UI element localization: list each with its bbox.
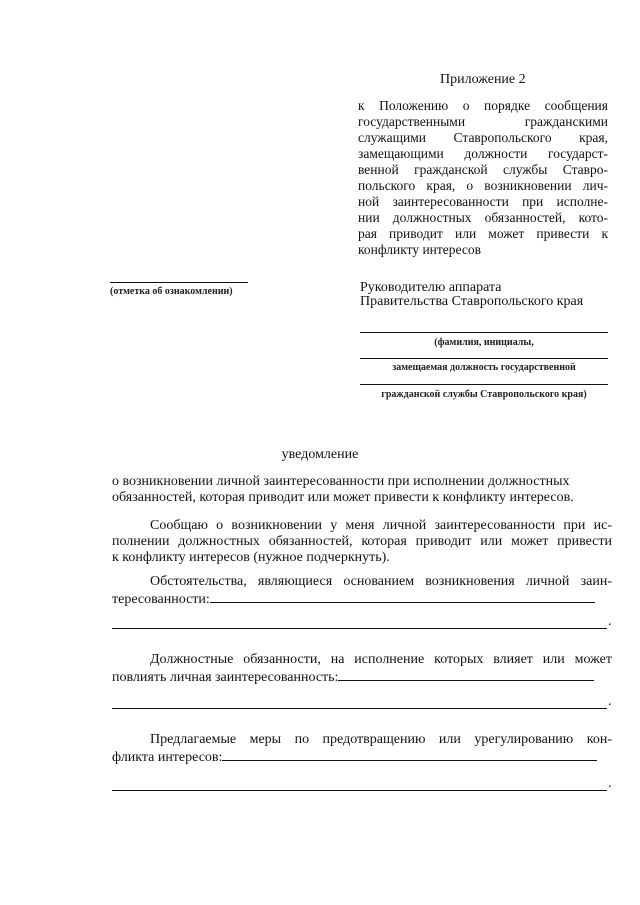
addressee-line-1: Руководителю аппарата	[360, 280, 502, 295]
paragraph-line: Должностные обязанности, на исполнение которых влияет или может	[150, 652, 612, 667]
paragraph-measures	[112, 732, 612, 766]
appendix-line: служащими Ставропольского края,	[358, 130, 608, 145]
acknowledgement-caption: (отметка об ознакомлении)	[110, 286, 233, 297]
appendix-line: польского края, о возникновении лич-	[358, 178, 608, 193]
measures-field-1[interactable]	[222, 748, 597, 761]
paragraph-line: Обстоятельства, являющиеся основанием возникновения личной заин-	[150, 574, 612, 589]
paragraph-line-with-field	[112, 668, 612, 686]
addressee-line-2: Правительства Ставропольского края	[360, 294, 584, 309]
appendix-title: Приложение 2	[440, 72, 526, 87]
appendix-line: к Положению о порядке сообщения	[358, 98, 608, 113]
addressee-name-line	[360, 332, 608, 333]
addressee-caption-3: гражданской службы Ставропольского края)	[381, 389, 587, 400]
appendix-line: ной заинтересованности при исполне-	[358, 194, 608, 209]
appendix-line: конфликту интересов	[358, 242, 481, 257]
duties-field-2[interactable]	[112, 708, 607, 709]
measures-field-2[interactable]	[112, 790, 607, 791]
paragraph-line: Сообщаю о возникновении у меня личной заинтересованности при ис-	[150, 518, 612, 533]
notice-subject-line: о возникновении личной заинтересованности при исполнении должностных	[112, 474, 570, 489]
appendix-line: государственными гражданскими	[358, 114, 608, 129]
notice-subject-line: обязанностей, которая приводит или может привести к конфликту интересов.	[112, 490, 574, 505]
paragraph-line-with-field	[112, 748, 612, 766]
addressee-caption-2: замещаемая должность государственной	[392, 362, 576, 373]
addressee-position-line	[360, 358, 608, 359]
paragraph-line-with-field	[112, 590, 612, 608]
addressee-caption-1: (фамилия, инициалы,	[434, 337, 534, 348]
appendix-line: венной гражданской службы Ставро-	[358, 162, 608, 177]
paragraph-line: к конфликту интересов (нужное подчеркнуть).	[112, 550, 390, 565]
period-mark: .	[608, 776, 612, 791]
paragraph-line: полнении должностных обязанностей, которая приводит или может привести	[112, 534, 612, 549]
paragraph-circumstances	[112, 574, 612, 608]
circumstances-field-2[interactable]	[112, 628, 607, 629]
period-mark: .	[608, 694, 612, 709]
paragraph-line: тересованности:	[112, 592, 210, 607]
circumstances-field-1[interactable]	[210, 590, 595, 603]
paragraph-line: Предлагаемые меры по предотвращению или урегулированию кон-	[150, 732, 612, 747]
paragraph-report	[112, 518, 612, 566]
appendix-text	[358, 98, 608, 258]
paragraph-duties	[112, 652, 612, 686]
paragraph-line: повлиять личная заинтересованность:	[112, 670, 339, 685]
notice-subject	[112, 474, 612, 506]
notice-title: уведомление	[281, 447, 359, 462]
period-mark: .	[608, 614, 612, 629]
appendix-line: рая приводит или может привести к	[358, 226, 608, 241]
duties-field-1[interactable]	[338, 668, 594, 681]
appendix-line: замещающими должности государст-	[358, 146, 608, 161]
paragraph-line: фликта интересов:	[112, 750, 223, 765]
addressee-service-line	[360, 384, 608, 385]
acknowledgement-line	[110, 282, 248, 283]
appendix-line: нии должностных обязанностей, кото-	[358, 210, 608, 225]
